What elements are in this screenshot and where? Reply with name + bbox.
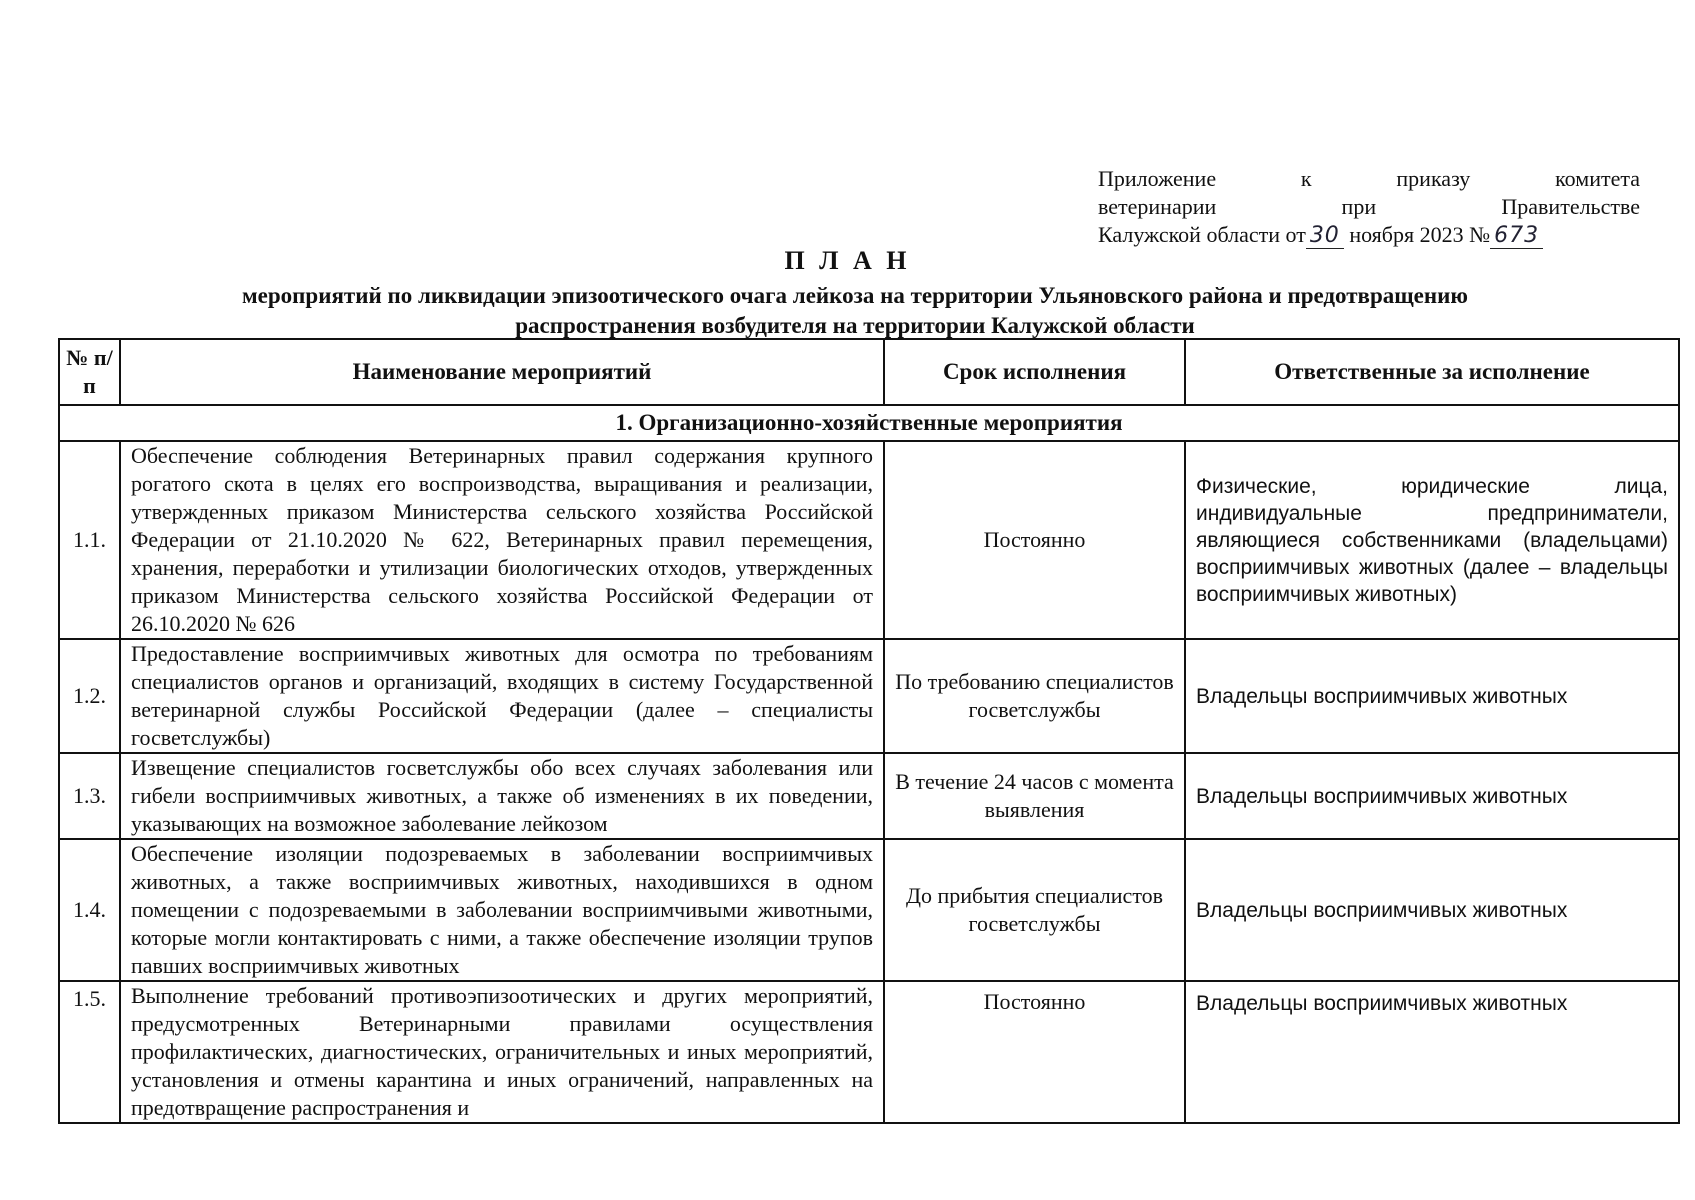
table-header-row: [59, 339, 1679, 405]
row-num: 1.5.: [59, 981, 120, 1123]
subtitle-line-2: распространения возбудителя на территории Калужской области: [515, 313, 1195, 338]
row-name: Выполнение требований противоэпизоотических и других мероприятий, предусмотренных Ветеринарными правилами осуществления профилактических, диагностических, ограничительных и иных мероприятий, установления и отмены карантина и иных ограничений, направленных на предотвращение распространения и: [120, 981, 884, 1123]
appendix-line-2: ветеринарии при Правительстве: [1098, 194, 1640, 219]
handwritten-number: 673: [1490, 223, 1543, 249]
row-resp: Физические, юридические лица, индивидуальные предприниматели, являющиеся собственниками (владельцами) восприимчивых животных (далее – владельцы восприимчивых животных): [1185, 441, 1679, 639]
appendix-line-1: Приложение к приказу комитета: [1098, 166, 1640, 191]
plan-table: [58, 338, 1680, 1124]
row-name: Обеспечение соблюдения Ветеринарных правил содержания крупного рогатого скота в целях его воспроизводства, выращивания и реализации, утвержденных приказом Министерства сельского хозяйства Российской Федерации от 21.10.2020 № 622, Ветеринарных правил перемещения, хранения, переработки и утилизации биологических отходов, утвержденных приказом Министерства сельского хозяйства Российской Федерации от 26.10.2020 № 626: [120, 441, 884, 639]
document-subtitle: [140, 281, 1570, 341]
table-row: [59, 441, 1679, 639]
row-resp: Владельцы восприимчивых животных: [1185, 639, 1679, 753]
row-num: 1.1.: [59, 441, 120, 639]
row-num: 1.4.: [59, 839, 120, 981]
row-num: 1.3.: [59, 753, 120, 839]
header-resp: Ответственные за исполнение: [1185, 339, 1679, 405]
row-term: В течение 24 часов с момента выявления: [884, 753, 1185, 839]
section-title: 1. Организационно-хозяйственные мероприятия: [59, 405, 1679, 441]
row-term: До прибытия специалистов госветслужбы: [884, 839, 1185, 981]
header-term: Срок исполнения: [884, 339, 1185, 405]
table-row: [59, 839, 1679, 981]
row-name: Извещение специалистов госветслужбы обо всех случаях заболевания или гибели восприимчивых животных, а также об изменениях в их поведении, указывающих на возможное заболевание лейкозом: [120, 753, 884, 839]
appendix-line-3: [1098, 221, 1640, 249]
row-resp: Владельцы восприимчивых животных: [1185, 839, 1679, 981]
appendix-line-3-prefix: Калужской области от: [1098, 222, 1306, 247]
subtitle-line-1: мероприятий по ликвидации эпизоотического очага лейкоза на территории Ульяновского района и предотвращению: [242, 283, 1468, 308]
table-row: [59, 753, 1679, 839]
appendix-block: [1098, 165, 1640, 249]
row-name: Предоставление восприимчивых животных для осмотра по требованиям специалистов органов и организаций, входящих в систему Государственной ветеринарной службы Российской Федерации (далее – специалисты госветслужбы): [120, 639, 884, 753]
row-term: Постоянно: [884, 981, 1185, 1123]
header-num: № п/п: [59, 339, 120, 405]
table-row: [59, 639, 1679, 753]
row-term: По требованию специалистов госветслужбы: [884, 639, 1185, 753]
section-row-1: [59, 405, 1679, 441]
row-resp: Владельцы восприимчивых животных: [1185, 981, 1679, 1123]
document-title: П Л А Н: [784, 246, 911, 275]
row-num: 1.2.: [59, 639, 120, 753]
header-name: Наименование мероприятий: [120, 339, 884, 405]
row-name: Обеспечение изоляции подозреваемых в заболевании восприимчивых животных, а также восприимчивых животных, находившихся в одном помещении с подозреваемыми в заболевании восприимчивыми животными, которые могли контактировать с ними, а также обеспечение изоляции трупов павших восприимчивых животных: [120, 839, 884, 981]
handwritten-day: 30: [1306, 223, 1344, 249]
row-term: Постоянно: [884, 441, 1185, 639]
table-row: [59, 981, 1679, 1123]
row-resp: Владельцы восприимчивых животных: [1185, 753, 1679, 839]
appendix-line-3-middle: ноября 2023 №: [1349, 222, 1491, 247]
